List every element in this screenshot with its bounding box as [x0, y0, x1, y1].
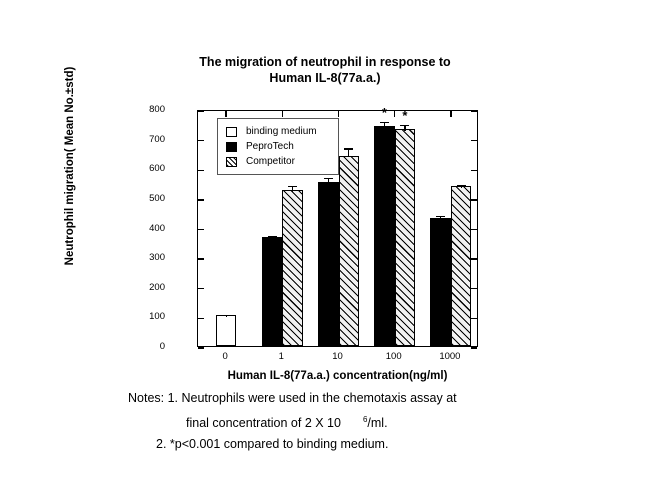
y-axis-tick	[471, 318, 477, 319]
legend-label-binding: binding medium	[246, 126, 317, 137]
note-2-suffix: /ml.	[367, 416, 388, 431]
bar-peprotech-10	[318, 182, 339, 346]
note-line-2	[128, 409, 598, 434]
bar-competitor-100	[395, 129, 416, 346]
bar-competitor-1000	[451, 186, 472, 346]
x-axis-title: Human IL-8(77a.a.) concentration(ng/ml)	[227, 370, 448, 382]
y-axis-tick-label: 700	[149, 133, 165, 145]
legend-swatch-binding	[226, 127, 237, 137]
legend-swatch-peprotech	[226, 142, 237, 152]
note-line-3: 2. *p<0.001 compared to binding medium.	[156, 437, 389, 452]
x-axis-tick	[394, 111, 395, 117]
y-axis-tick	[198, 347, 204, 348]
note-2-superscript: 6	[362, 415, 368, 424]
error-bar-cap	[380, 122, 389, 123]
error-bar-cap	[324, 178, 333, 179]
error-bar-cap	[344, 148, 353, 149]
x-axis-tick	[338, 111, 339, 117]
bar-peprotech-100	[374, 126, 395, 346]
significance-marker: *	[381, 105, 387, 121]
y-axis-tick	[198, 229, 204, 230]
error-bar-cap	[268, 236, 277, 237]
y-axis-tick	[198, 258, 204, 259]
error-bar-cap	[457, 185, 466, 186]
y-axis-tick	[471, 288, 477, 289]
x-axis-tick	[225, 111, 226, 117]
y-axis-tick	[198, 199, 204, 200]
y-axis-tick	[471, 347, 477, 348]
y-axis-tick	[471, 229, 477, 230]
x-axis-tick-label: 10	[332, 351, 343, 362]
y-axis-tick	[198, 140, 204, 141]
legend-label-competitor: Competitor	[246, 156, 295, 167]
error-bar-cap	[436, 216, 445, 217]
legend-item-competitor	[226, 154, 332, 169]
y-axis-tick	[198, 110, 204, 111]
bar-peprotech-1000	[430, 218, 451, 346]
y-axis-tick	[198, 170, 204, 171]
page-title	[0, 54, 650, 86]
x-axis-tick-label: 1000	[439, 351, 461, 362]
error-bar	[348, 148, 349, 157]
y-axis-tick-label: 600	[149, 163, 165, 175]
y-axis-tick-label: 0	[159, 341, 165, 352]
y-axis-tick	[198, 288, 204, 289]
error-bar-cap	[222, 315, 231, 316]
note-2-text: final concentration of 2 X 10	[186, 416, 341, 431]
bar-peprotech-1	[262, 237, 283, 346]
chart-title-line1: The migration of neutrophil in response to	[199, 55, 451, 69]
bar-binding-0	[216, 315, 237, 346]
legend-label-peprotech: PeproTech	[246, 141, 294, 152]
x-axis-tick-label: 0	[222, 351, 228, 362]
x-axis-tick	[282, 111, 283, 117]
x-axis-tick-label: 100	[385, 351, 402, 362]
y-axis-title: Neutrophil migration( Mean No.±std)	[64, 66, 76, 266]
y-axis-tick	[471, 140, 477, 141]
note-line-1: Notes: 1. Neutrophils were used in the chemotaxis assay at	[128, 391, 457, 405]
y-axis-tick-label: 400	[149, 222, 165, 234]
x-axis-tick-label: 1	[278, 351, 284, 362]
y-axis-tick	[471, 110, 477, 111]
error-bar-cap	[288, 186, 297, 187]
x-axis-tick	[450, 111, 451, 117]
y-axis-tick-label: 300	[149, 252, 165, 264]
y-axis-tick-label: 500	[149, 192, 165, 204]
error-bar-cap	[400, 125, 409, 126]
legend-item-peprotech	[226, 139, 332, 154]
legend-item-binding	[226, 124, 332, 139]
y-axis-tick	[471, 170, 477, 171]
bar-competitor-10	[339, 156, 360, 346]
y-axis-tick	[471, 199, 477, 200]
legend-swatch-competitor	[226, 157, 237, 167]
chart-title-line2: Human IL-8(77a.a.)	[269, 71, 381, 85]
bar-competitor-1	[282, 190, 303, 346]
y-axis-tick-label: 100	[149, 311, 165, 323]
y-axis-tick-label: 800	[149, 104, 165, 115]
figure-notes	[128, 388, 598, 455]
y-axis-tick-label: 200	[149, 281, 165, 293]
y-axis-tick	[198, 318, 204, 319]
chart-legend	[217, 118, 339, 175]
significance-marker: *	[402, 108, 408, 124]
y-axis-tick	[471, 258, 477, 259]
